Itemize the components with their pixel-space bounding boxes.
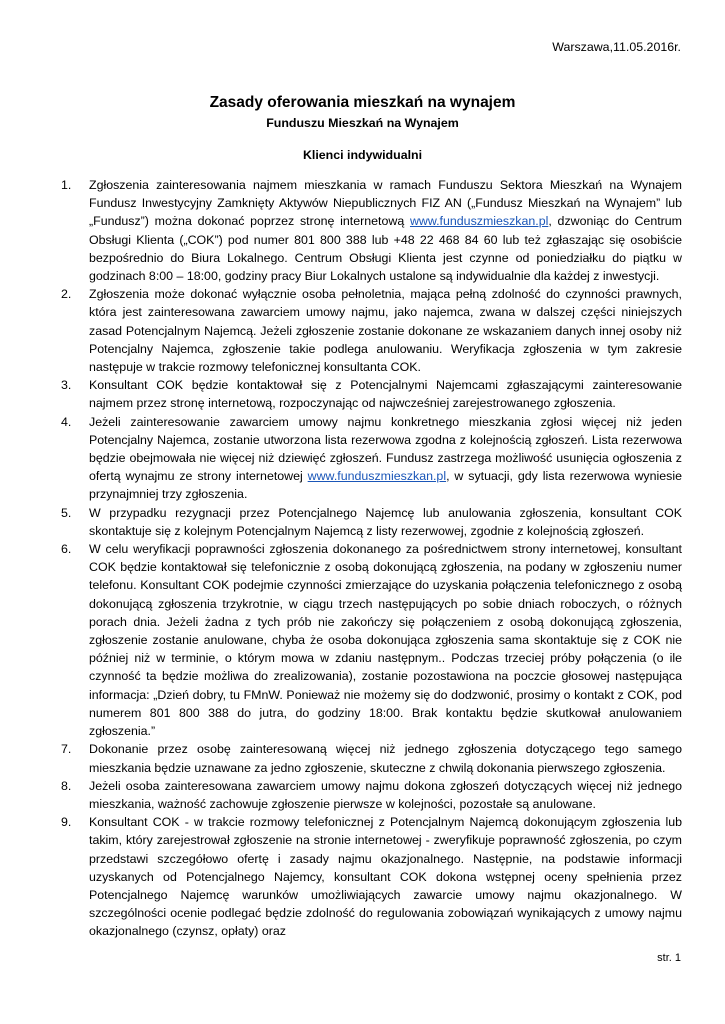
list-item: [61, 376, 682, 412]
list-item-number: 6.: [61, 542, 72, 557]
website-link[interactable]: www.funduszmieszkan.pl: [409, 214, 549, 229]
list-item-number: 2.: [61, 287, 72, 302]
rules-list: [61, 176, 682, 941]
list-item-text: Dokonanie przez osobę zainteresowaną więcej niż jednego zgłoszenia dotyczącego tego samego mieszkania będzie uznawane za jedno zgłoszenie, skuteczne z chwilą dokonania pierwszego zgłoszenia.: [89, 742, 682, 775]
list-item: [61, 176, 682, 285]
page-number: str. 1: [657, 952, 681, 964]
list-item: [61, 740, 682, 776]
list-item-number: 4.: [61, 414, 72, 429]
list-item: [61, 540, 682, 740]
list-item-number: 1.: [61, 178, 72, 192]
document-date: Warszawa,11.05.2016r.: [552, 40, 681, 54]
list-item-text: Zgłoszenia zainteresowania najmem mieszkania w ramach Funduszu Sektora Mieszkań na Wynajem Fundusz Inwestycyjny Zamknięty Aktywów Niepublicznych FIZ AN („Fundusz Mieszkań na Wynajem” lub „Fundusz”) można dokonać poprzez stronę internetową: [89, 178, 682, 229]
list-item: [61, 285, 682, 376]
list-item: [61, 813, 682, 940]
list-item-text: Jeżeli zainteresowanie zawarciem umowy najmu konkretnego mieszkania zgłosi więcej niż jeden Potencjalny Najemca, zostanie utworzona lista rezerwowa zgodna z kolejnością zgłoszeń. Lista rezerwowa będzie obejmowała nie więcej niż dziewięć zgłoszeń. Fundusz zastrzega możliwość usunięcia ogłoszenia z ofertą wynajmu ze strony internetowej: [89, 414, 682, 484]
list-item-text: Konsultant COK - w trakcie rozmowy telefonicznej z Potencjalnym Najemcą dokonującym zgłoszenia lub takim, który zarejestrował zgłoszenie na stronie internetowej - zweryfikuje poprawność zgłoszenia, po czym przedstawi szczegółowo ofertę i zasady najmu okazjonalnego. Następnie, na podstawie informacji uzyskanych od Potencjalnego Najemcy, konsultant COK dokona wstępnej oceny spełnienia przez Potencjalnego Najemcę warunków umożliwiających zawarcie umowy najmu okazjonalnego. W szczególności ocenie podlegać będzie zdolność do regulowania zobowiązań wynikających z umowy najmu okazjonalnego (czynsz, opłaty) oraz: [89, 815, 682, 939]
list-item-text: , dzwoniąc do Centrum Obsługi Klienta („COK”) pod numer 801 800 388 lub +48 22 468 84 60 lub też zgłaszając się osobiście bezpośrednio do Biura Lokalnego. Centrum Obsługi Klienta jest czynne od poniedziałku do piątku w godzinach 8:00 – 18:00, godziny pracy Biur Lokalnych ustalone są indywidualnie dla każdej z inwestycji.: [89, 214, 682, 284]
list-item-text: W celu weryfikacji poprawności zgłoszenia dokonanego za pośrednictwem strony internetowej, konsultant COK będzie kontaktował się telefonicznie z osobą dokonującą zgłoszenia, na podany w zgłoszeniu numer telefonu. Konsultant COK podejmie czynności zmierzające do uzyskania połączenia telefonicznego z osobą dokonującą zgłoszenia trzykrotnie, w ciągu trzech następujących po sobie dniach roboczych, o różnych porach dnia. Jeżeli żadna z tych prób nie zakończy się połączeniem z osobą dokonującą zgłoszenia, zgłoszenie zostanie anulowane, chyba że osoba dokonująca zgłoszenia sama skontaktuje się z COK nie później niż w terminie, o którym mowa w zdaniu następnym.. Podczas trzeciej próby połączenia (o ile czynność ta będzie możliwa do zrealizowania), zostanie pozostawiona na poczcie głosowej następująca informacja: „Dzień dobry, tu FMnW. Ponieważ nie możemy się do dodzwonić, prosimy o kontakt z COK, pod numerem 801 800 388 do jutra, do godziny 18:00. Brak kontaktu będzie skutkował anulowaniem zgłoszenia.”: [89, 542, 682, 739]
list-item: [61, 504, 682, 540]
document-subtitle: Funduszu Mieszkań na Wynajem: [266, 116, 459, 130]
section-title: Klienci indywidualni: [302, 148, 423, 162]
list-item: [61, 777, 682, 813]
list-item-number: 5.: [61, 505, 72, 520]
list-item-text: , w sytuacji, gdy lista rezerwowa wyniesie przynajmniej trzy zgłoszenia.: [89, 469, 682, 502]
document-title: Zasady oferowania mieszkań na wynajem: [209, 94, 516, 111]
list-item-text: W przypadku rezygnacji przez Potencjalnego Najemcę lub anulowania zgłoszenia, konsultant COK skontaktuje się z kolejnym Potencjalnym Najemcą z listy rezerwowej, zgodnie z kolejnością zgłoszeń.: [89, 505, 682, 538]
list-item-number: 3.: [61, 378, 72, 393]
website-link[interactable]: www.funduszmieszkan.pl: [307, 469, 447, 484]
list-item: [61, 413, 682, 504]
list-item-text: Zgłoszenia może dokonać wyłącznie osoba pełnoletnia, mająca pełną zdolność do czynności prawnych, która jest zainteresowana zawarciem umowy najmu, jako najemca, zwana w dalszej części niniejszych zasad Potencjalnym Najemcą. Jeżeli zgłoszenie zostanie dokonane ze wskazaniem danych innej osoby niż Potencjalny Najemca, zgłoszenie takie podlega anulowaniu. Weryfikacja zgłoszenia w tym zakresie następuje w trakcie rozmowy telefonicznej konsultanta COK.: [89, 287, 682, 375]
list-item-number: 7.: [61, 742, 72, 757]
list-item-number: 9.: [61, 815, 72, 830]
list-item-text: Jeżeli osoba zainteresowana zawarciem umowy najmu dokona zgłoszeń dotyczących więcej niż jednego mieszkania, ważność zachowuje zgłoszenie pierwsze w kolejności, pozostałe są anulowane.: [89, 778, 682, 811]
list-item-number: 8.: [61, 778, 72, 793]
list-item-text: Konsultant COK będzie kontaktował się z Potencjalnymi Najemcami zgłaszającymi zainteresowanie najmem przez stronę internetową, rozpoczynając od najwcześniej zarejestrowanego zgłoszenia.: [89, 378, 682, 411]
